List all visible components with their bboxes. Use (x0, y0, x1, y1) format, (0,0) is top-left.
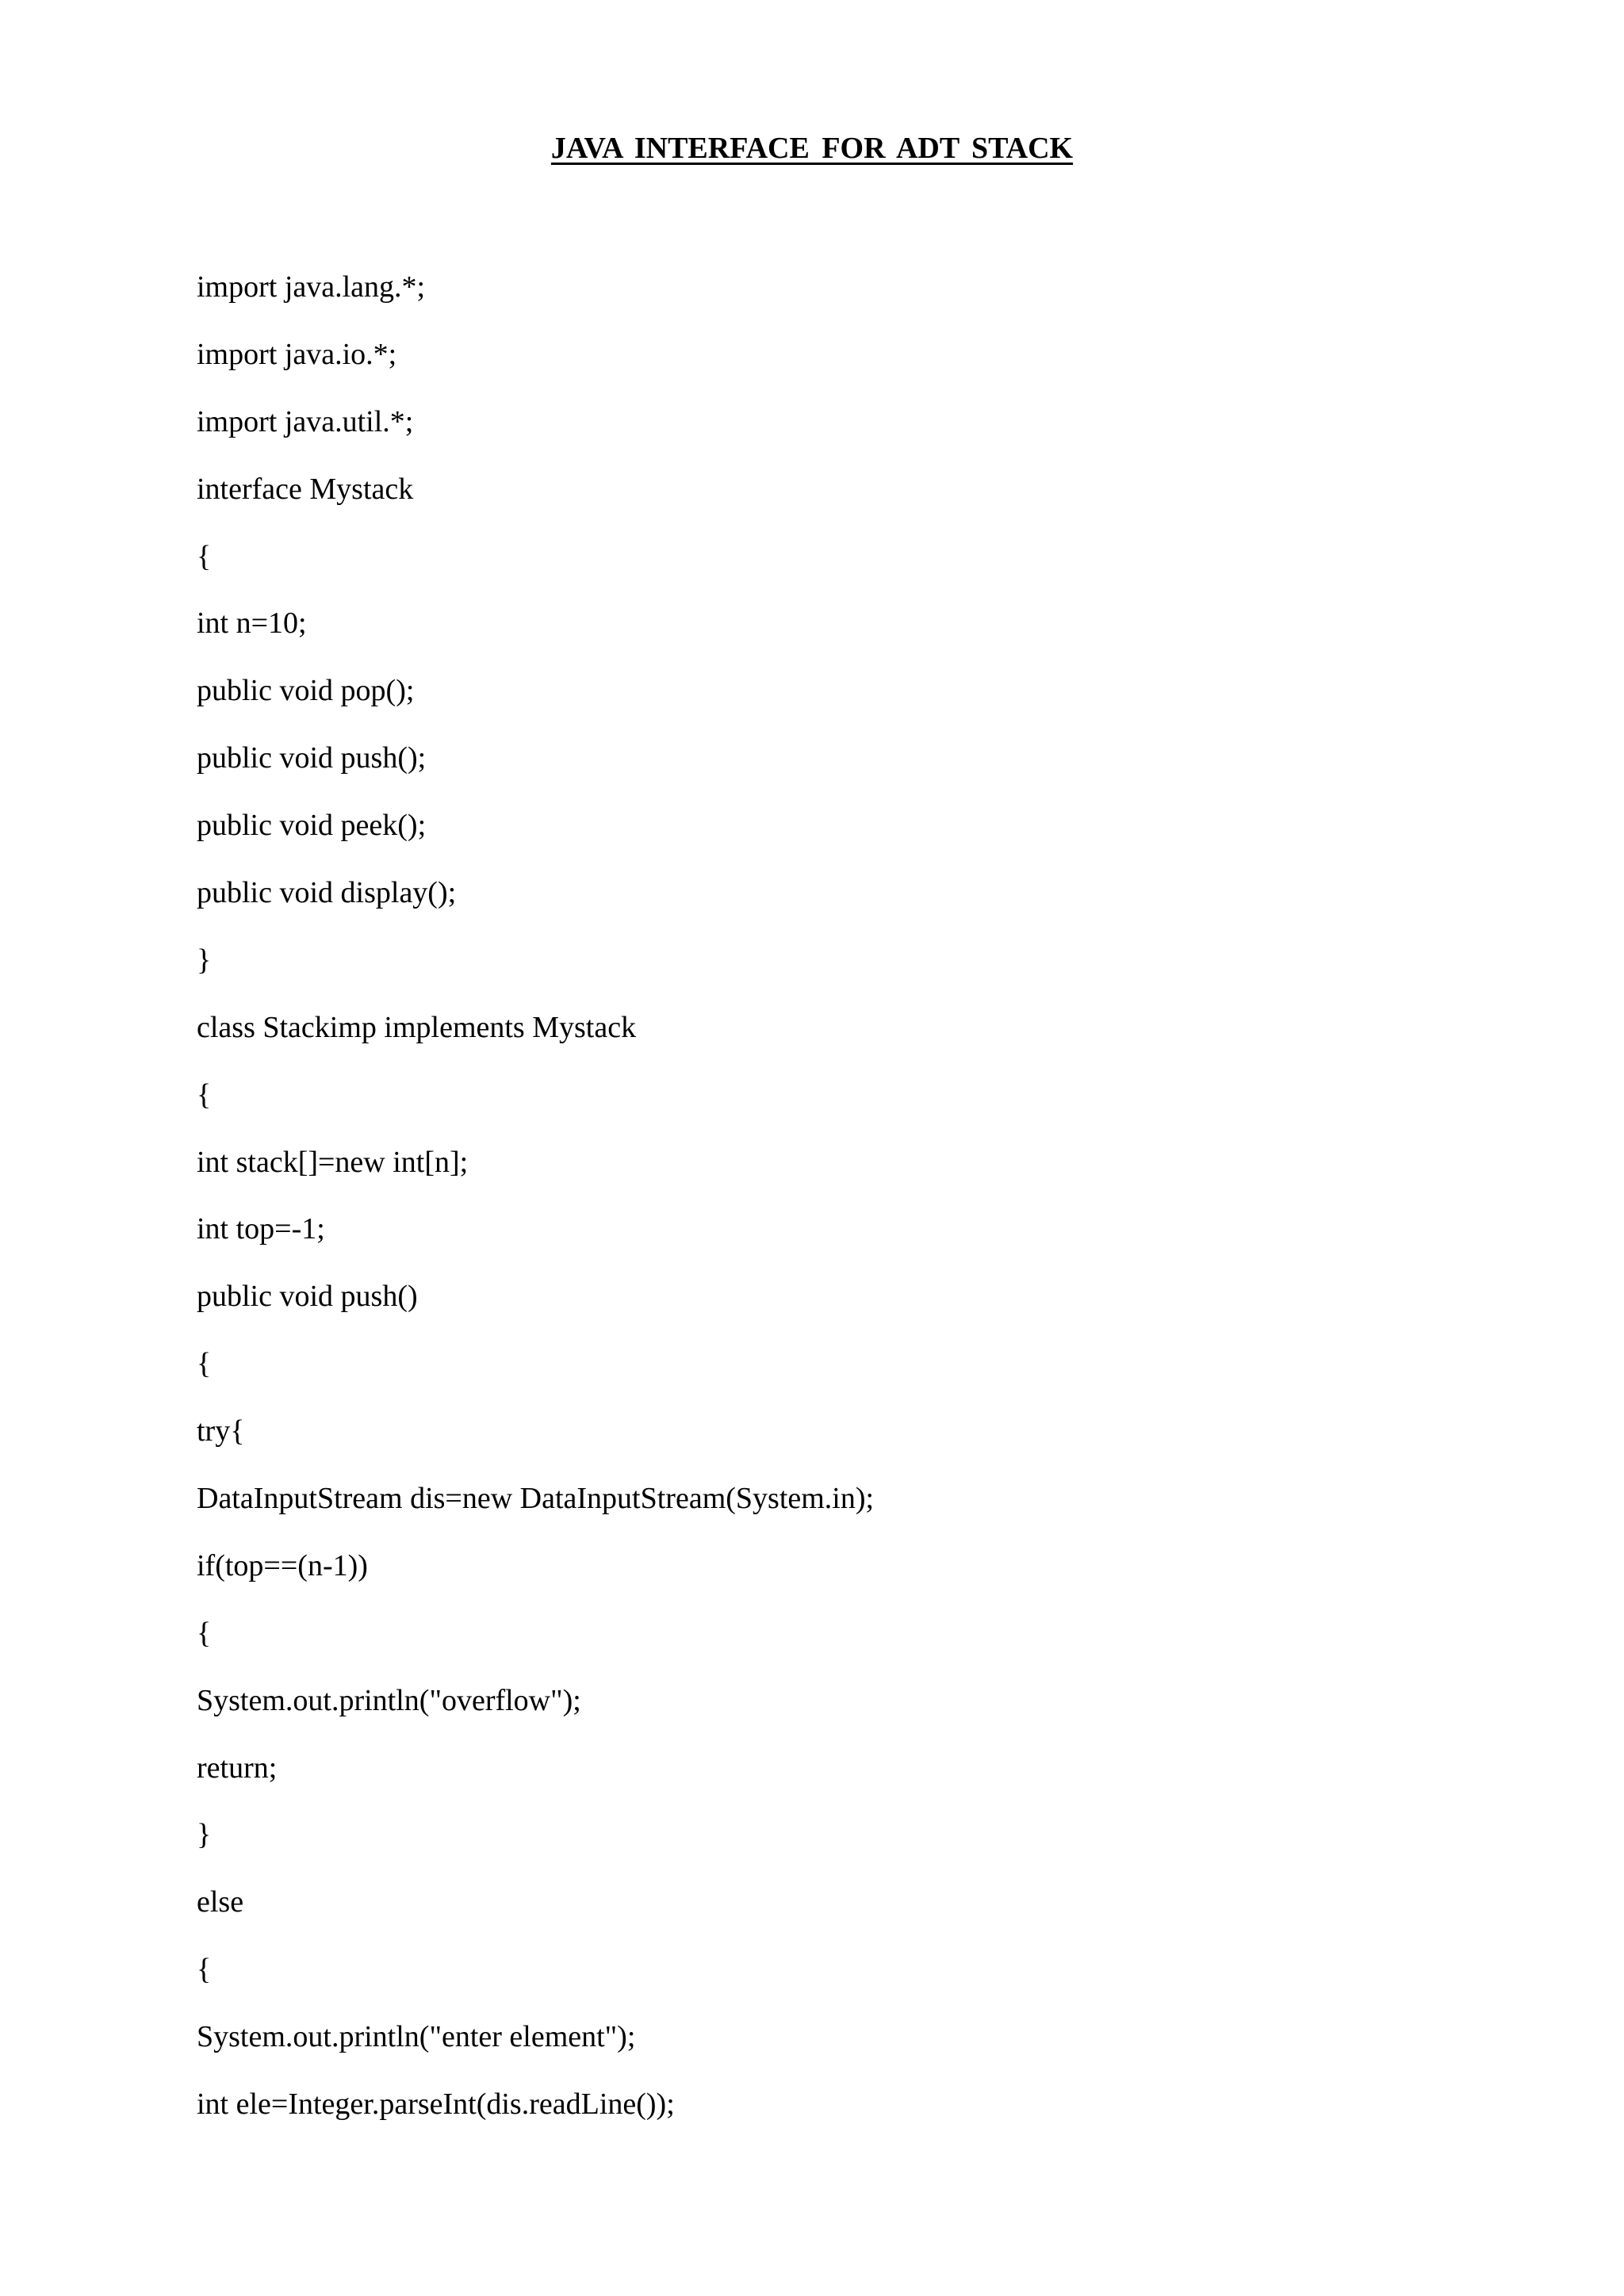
code-line: public void pop(); (197, 674, 415, 708)
code-line: public void display(); (197, 876, 457, 910)
code-line: System.out.println("enter element"); (197, 2020, 636, 2054)
code-line: int stack[]=new int[n]; (197, 1145, 469, 1179)
code-line: public void peek(); (197, 809, 427, 843)
code-line: import java.lang.*; (197, 270, 426, 304)
code-line: { (197, 1347, 212, 1381)
code-line: return; (197, 1751, 278, 1785)
code-line: int ele=Integer.parseInt(dis.readLine()); (197, 2087, 675, 2122)
code-line: if(top==(n-1)) (197, 1548, 368, 1582)
code-line: import java.io.*; (197, 337, 397, 371)
code-line: { (197, 1616, 212, 1650)
code-line: } (197, 943, 212, 977)
code-line: class Stackimp implements Mystack (197, 1010, 637, 1044)
code-line: import java.util.*; (197, 404, 414, 438)
code-line: DataInputStream dis=new DataInputStream(System.in); (197, 1482, 875, 1516)
code-line: { (197, 1077, 212, 1112)
code-line: public void push(); (197, 741, 427, 775)
code-line: { (197, 1953, 212, 1987)
code-line: } (197, 1818, 212, 1852)
code-line: int n=10; (197, 607, 307, 641)
code-line: try{ (197, 1414, 245, 1448)
code-line: { (197, 539, 212, 573)
code-line: int top=-1; (197, 1212, 325, 1246)
code-line: System.out.println("overflow"); (197, 1683, 581, 1717)
code-line: else (197, 1885, 244, 1919)
code-line: interface Mystack (197, 472, 414, 506)
document-title: JAVA INTERFACE FOR ADT STACK (550, 132, 1074, 165)
code-listing (197, 270, 874, 2154)
code-line: public void push() (197, 1280, 418, 1314)
